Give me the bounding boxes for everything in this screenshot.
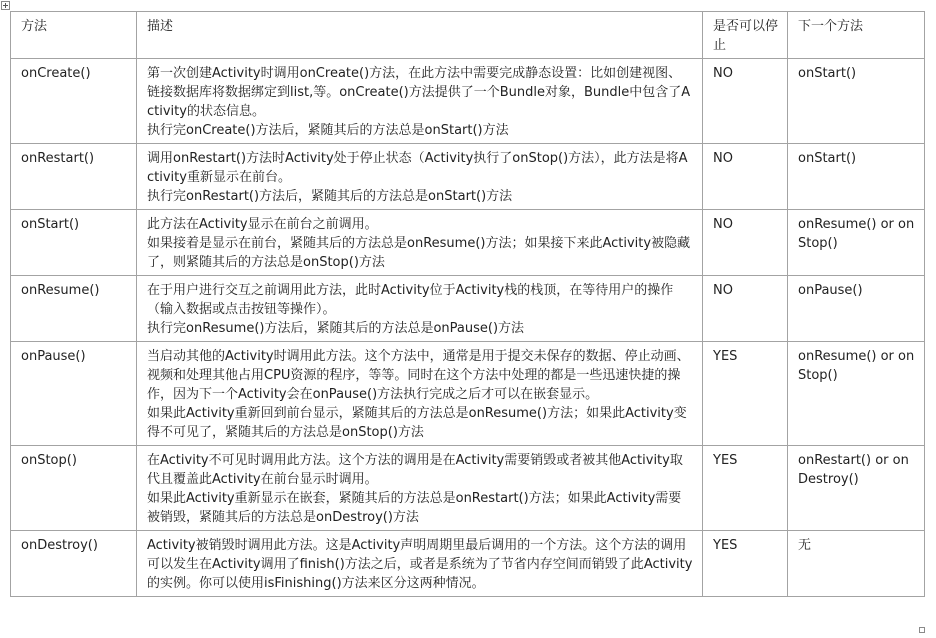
- header-method: 方法: [11, 12, 137, 59]
- description-line: 当启动其他的Activity时调用此方法。这个方法中，通常是用于提交未保存的数据、停止动画、视频和处理其他占用CPU资源的程序，等等。同时在这个方法中处理的都是一些迅速快捷的操作，因为下一个Activity会在onPause()方法执行完成之后才可以在嵌套显示。: [147, 349, 690, 402]
- description-line: Activity被销毁时调用此方法。这是Activity声明周期里最后调用的一个方法。这个方法的调用可以发生在Activity调用了finish()方法之后，或者是系统为了节省内存空间而销毁了此Activity的实例。你可以使用isFinishing()方法来区分这两种情况。: [147, 538, 693, 591]
- stoppable-cell: NO: [703, 276, 788, 342]
- method-cell: onStart(): [11, 210, 137, 276]
- next-method-cell: 无: [788, 531, 925, 597]
- table-row: [11, 531, 925, 597]
- stoppable-cell: NO: [703, 59, 788, 144]
- table-row: [11, 144, 925, 210]
- next-method-cell: onPause(): [788, 276, 925, 342]
- description-cell: [137, 59, 703, 144]
- table-row: [11, 210, 925, 276]
- description-line: 执行完onCreate()方法后，紧随其后的方法总是onStart()方法: [147, 123, 509, 138]
- description-line: 在Activity不可见时调用此方法。这个方法的调用是在Activity需要销毁或者被其他Activity取代且覆盖此Activity在前台显示时调用。: [147, 453, 683, 487]
- table-header-row: [11, 12, 925, 59]
- description-line: 此方法在Activity显示在前台之前调用。: [147, 217, 378, 232]
- description-cell: [137, 446, 703, 531]
- next-method-cell: onStart(): [788, 144, 925, 210]
- table-resize-handle-icon[interactable]: [919, 627, 925, 633]
- header-description: 描述: [137, 12, 703, 59]
- stoppable-cell: NO: [703, 210, 788, 276]
- table-row: [11, 276, 925, 342]
- description-cell: [137, 531, 703, 597]
- method-cell: onDestroy(): [11, 531, 137, 597]
- next-method-cell: onResume() or onStop(): [788, 210, 925, 276]
- stoppable-cell: YES: [703, 531, 788, 597]
- table-row: [11, 446, 925, 531]
- description-line: 如果接着是显示在前台，紧随其后的方法总是onResume()方法；如果接下来此Activity被隐藏了，则紧随其后的方法总是onStop()方法: [147, 236, 691, 270]
- method-cell: onResume(): [11, 276, 137, 342]
- next-method-cell: onRestart() or onDestroy(): [788, 446, 925, 531]
- header-stoppable: 是否可以停止: [703, 12, 788, 59]
- method-cell: onStop(): [11, 446, 137, 531]
- description-cell: [137, 210, 703, 276]
- description-line: 执行完onRestart()方法后，紧随其后的方法总是onStart()方法: [147, 189, 513, 204]
- table-row: [11, 342, 925, 446]
- table-move-handle-icon[interactable]: [1, 1, 10, 10]
- description-line: 在于用户进行交互之前调用此方法，此时Activity位于Activity栈的栈顶，在等待用户的操作（输入数据或点击按钮等操作）。: [147, 283, 674, 317]
- table-row: [11, 59, 925, 144]
- description-cell: [137, 342, 703, 446]
- description-line: 第一次创建Activity时调用onCreate()方法，在此方法中需要完成静态设置：比如创建视图、链接数据库将数据绑定到list,等。onCreate()方法提供了一个Bundle对象，Bundle中包含了Activity的状态信息。: [147, 66, 691, 119]
- method-cell: onCreate(): [11, 59, 137, 144]
- next-method-cell: onResume() or onStop(): [788, 342, 925, 446]
- description-line: 调用onRestart()方法时Activity处于停止状态（Activity执行了onStop()方法），此方法是将Activity重新显示在前台。: [147, 151, 688, 185]
- description-cell: [137, 276, 703, 342]
- description-line: 如果此Activity重新回到前台显示，紧随其后的方法总是onResume()方法；如果此Activity变得不可见了，紧随其后的方法总是onStop()方法: [147, 406, 687, 440]
- description-cell: [137, 144, 703, 210]
- stoppable-cell: YES: [703, 342, 788, 446]
- stoppable-cell: NO: [703, 144, 788, 210]
- method-cell: onPause(): [11, 342, 137, 446]
- description-line: 如果此Activity重新显示在嵌套，紧随其后的方法总是onRestart()方法；如果此Activity需要被销毁，紧随其后的方法总是onDestroy()方法: [147, 491, 682, 525]
- header-next-method: 下一个方法: [788, 12, 925, 59]
- next-method-cell: onStart(): [788, 59, 925, 144]
- stoppable-cell: YES: [703, 446, 788, 531]
- description-line: 执行完onResume()方法后，紧随其后的方法总是onPause()方法: [147, 321, 525, 336]
- method-cell: onRestart(): [11, 144, 137, 210]
- activity-lifecycle-table: [10, 11, 925, 597]
